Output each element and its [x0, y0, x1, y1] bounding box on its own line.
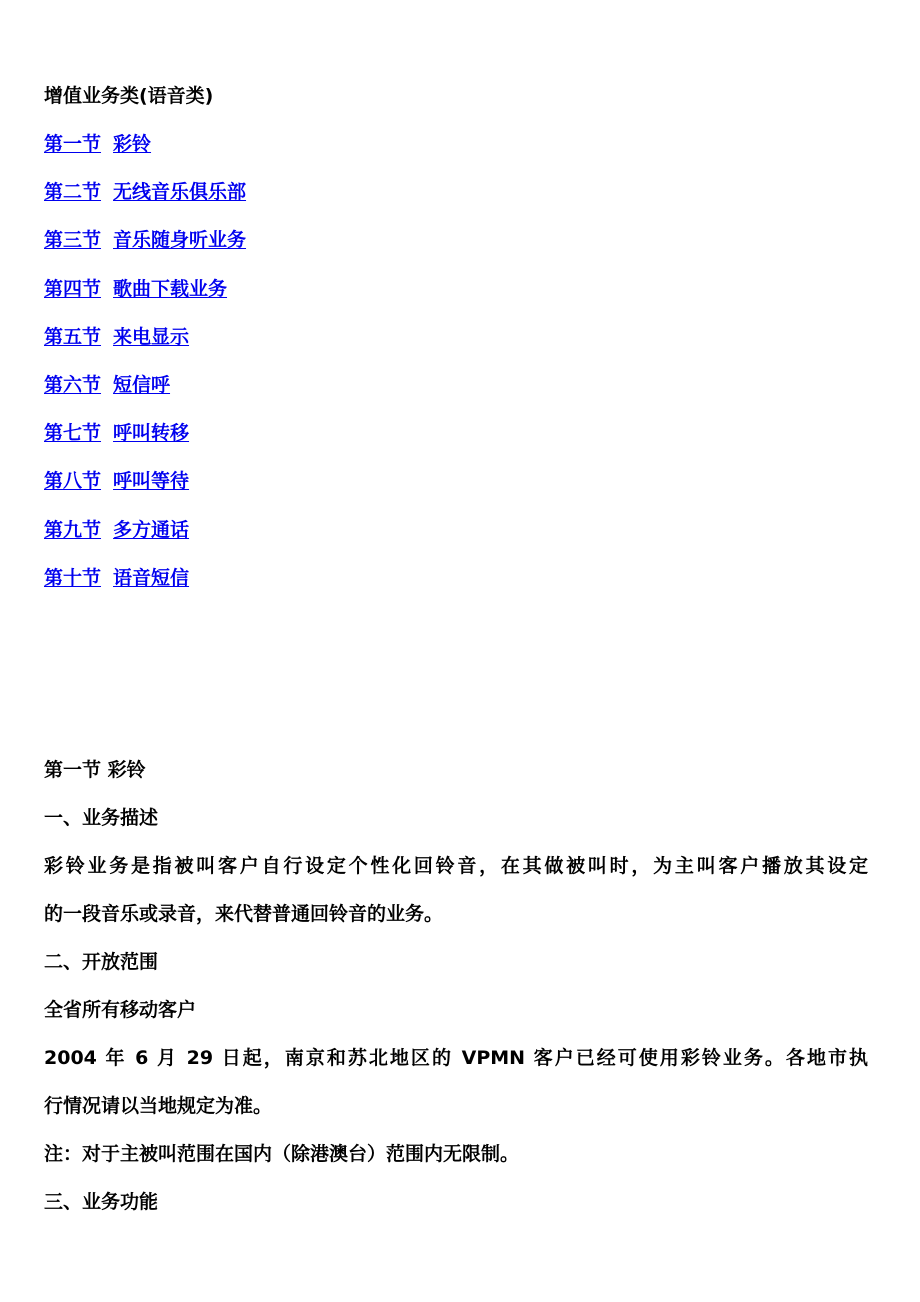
- toc-item: [44, 132, 246, 180]
- section-title: 第一节 彩铃: [44, 759, 146, 781]
- toc-link-1[interactable]: 第一节 彩铃: [44, 133, 152, 155]
- toc-link-7[interactable]: 第七节 呼叫转移: [44, 422, 190, 445]
- toc-link-9[interactable]: 第九节 多方通话: [44, 518, 190, 541]
- toc-link-5[interactable]: 第五节 来电显示: [44, 325, 190, 348]
- heading-open-scope: 二、开放范围: [44, 951, 159, 973]
- toc-link-8[interactable]: 第八节 呼叫等待: [44, 470, 190, 493]
- toc-link-4[interactable]: 第四节 歌曲下载业务: [44, 277, 228, 300]
- toc-link-2[interactable]: 第二节 无线音乐俱乐部: [44, 181, 247, 204]
- description-line-1: 彩铃业务是指被叫客户自行设定个性化回铃音，在其做被叫时，为主叫客户播放其设定: [44, 855, 868, 877]
- category-title: 增值业务类(语音类): [44, 85, 214, 107]
- toc-item: [44, 277, 246, 325]
- toc-item: [44, 373, 246, 421]
- toc-item: [44, 469, 246, 517]
- heading-business-description: 一、业务描述: [44, 807, 159, 829]
- toc-link-6[interactable]: 第六节 短信呼: [44, 373, 171, 396]
- toc-item: [44, 228, 246, 276]
- description-line-2: 的一段音乐或录音，来代替普通回铃音的业务。: [44, 903, 444, 925]
- toc-item: [44, 180, 246, 228]
- date-line-1: 2004 年 6 月 29 日起，南京和苏北地区的 VPMN 客户已经可使用彩铃业务。各地市执: [44, 1047, 868, 1069]
- toc-item: [44, 421, 246, 469]
- scope-text: 全省所有移动客户: [44, 999, 197, 1021]
- toc-item: [44, 325, 246, 373]
- table-of-contents: [44, 132, 246, 614]
- date-line-2: 行情况请以当地规定为准。: [44, 1095, 273, 1117]
- section-body: [44, 746, 874, 1226]
- note-text: 注：对于主被叫范围在国内（除港澳台）范围内无限制。: [44, 1143, 520, 1165]
- toc-item: [44, 566, 246, 614]
- toc-link-10[interactable]: 第十节 语音短信: [44, 566, 190, 589]
- toc-item: [44, 518, 246, 566]
- heading-business-function: 三、业务功能: [44, 1191, 159, 1213]
- toc-link-3[interactable]: 第三节 音乐随身听业务: [44, 229, 247, 252]
